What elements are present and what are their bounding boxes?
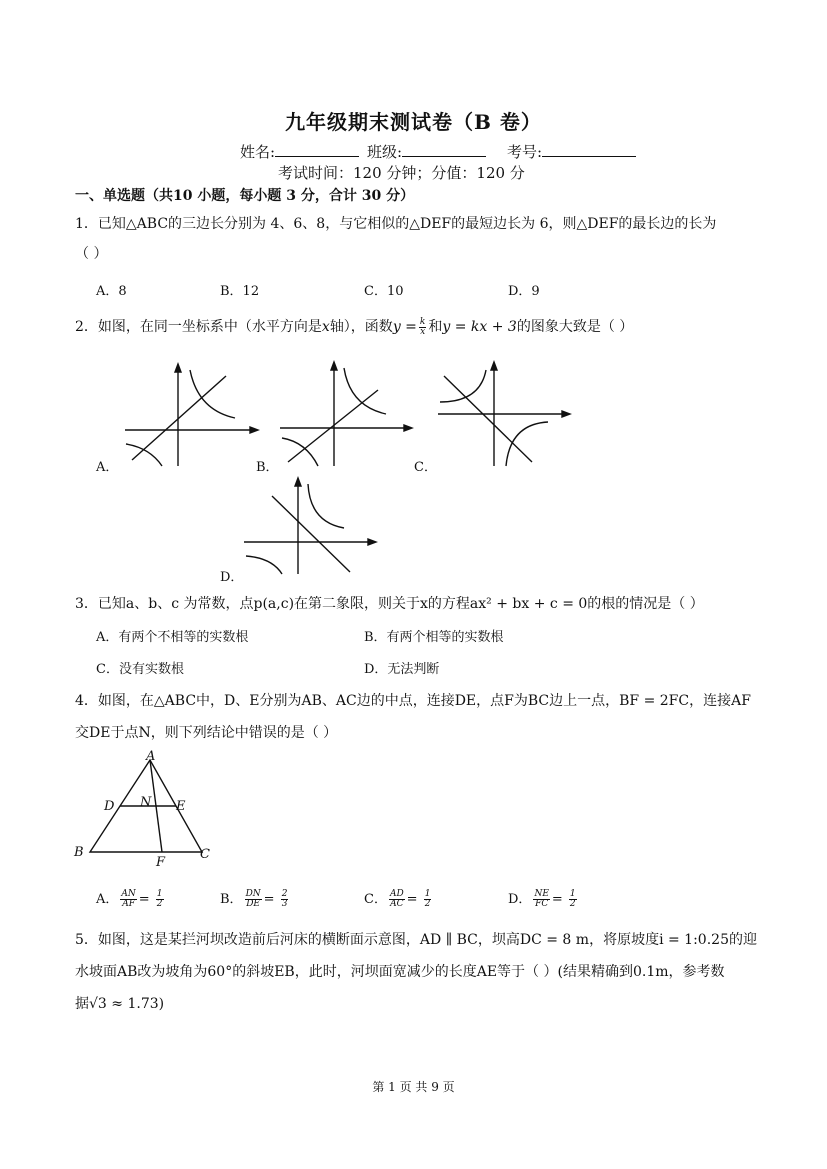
q2-y1: y =: [392, 319, 417, 335]
exam-no-field: [507, 141, 636, 162]
q2-suffix: 的图象大致是（ ）: [516, 319, 634, 335]
page-title: 九年级期末测试卷（B 卷）: [285, 110, 542, 134]
section-heading: 一、单选题（共10 小题，每小题 3 分，合计 30 分）: [75, 188, 415, 204]
q4-c-rnum: 1: [424, 889, 431, 899]
label-e: E: [176, 799, 186, 814]
q5-stem-line2: 水坡面AB改为坡角为60°的斜坡EB，此时，河坝面宽减少的长度AE等于（ ）(结果精确到0.1m，参考数: [75, 964, 725, 980]
q1-stem: 1．已知△ABC的三边长分别为 4、6、8，与它相似的△DEF的最短边长为 6，则△DEF的最长边的长为: [75, 216, 717, 232]
q2-frac-den: x: [420, 326, 426, 337]
q4-stem-line1: 4．如图，在△ABC中，D、E分别为AB、AC边的中点，连接DE，点F为BC边上一点，BF = 2FC，连接AF: [75, 693, 751, 709]
q2-graph-a: [120, 362, 260, 470]
q2-fraction: [419, 318, 426, 337]
q4-option-d[interactable]: [508, 888, 579, 909]
q2-prefix: 2．如图，在同一坐标系中（水平方向是: [75, 319, 322, 335]
label-b: B: [74, 845, 84, 860]
q4-a-num: AN: [121, 889, 136, 899]
q4-a-frac: [120, 890, 136, 909]
q4-b-den: DE: [246, 899, 260, 909]
label-c: C: [200, 847, 210, 862]
q4-d-rfrac: [569, 890, 577, 909]
label-n: N: [140, 795, 152, 810]
q3-stem: 3．已知a、b、c 为常数，点p(a,c)在第二象限，则关于x的方程ax² + bx + c = 0的根的情况是（ ）: [75, 596, 704, 612]
exam-no-blank[interactable]: [542, 142, 636, 157]
q4-c-num: AD: [389, 889, 404, 899]
q2-stem: [75, 316, 633, 337]
q2-graph-b: [278, 362, 418, 470]
q5-stem-line1: 5．如图，这是某拦河坝改造前后河床的横断面示意图，AD ∥ BC，坝高DC = 8 m，将原坡度i = 1:0.25的迎: [75, 932, 757, 948]
q1-option-c[interactable]: C．10: [364, 284, 404, 299]
q1-option-b[interactable]: B．12: [220, 284, 260, 299]
class-label: 班级:: [367, 143, 403, 161]
q4-stem-line2: 交DE于点N，则下列结论中错误的是（ ）: [75, 725, 338, 741]
q1-bracket: （ ）: [75, 246, 108, 262]
q4-a-rnum: 1: [156, 889, 163, 899]
q4-d-rnum: 1: [569, 889, 576, 899]
q4-d-frac: [533, 890, 549, 909]
q4-d-letter: D．: [508, 892, 532, 907]
q4-b-rnum: 2: [281, 889, 288, 899]
q2-option-c[interactable]: C．: [414, 460, 437, 475]
q4-b-letter: B．: [220, 892, 243, 907]
q4-c-rden: 2: [424, 899, 431, 909]
q3-option-d[interactable]: D．无法判断: [364, 662, 440, 677]
exam-no-label: 考号:: [507, 143, 543, 161]
q4-d-rden: 2: [569, 899, 576, 909]
q4-option-a[interactable]: [96, 888, 166, 909]
q4-c-frac: [389, 890, 405, 909]
q2-frac-num: k: [419, 316, 426, 327]
q4-c-eq: =: [406, 892, 422, 907]
q2-and: 和: [428, 319, 443, 335]
name-field: [240, 141, 359, 162]
q4-option-b[interactable]: [220, 888, 290, 909]
q2-y2: y = kx + 3: [442, 319, 517, 335]
q2-option-b[interactable]: B．: [256, 460, 279, 475]
q4-a-den: AF: [122, 899, 135, 909]
page-footer: 第 1 页 共 9 页: [372, 1080, 455, 1094]
q3-option-b[interactable]: B．有两个相等的实数根: [364, 630, 504, 645]
q4-d-den: FC: [535, 899, 549, 909]
q2-graph-c: [436, 362, 576, 470]
q2-option-d[interactable]: D．: [220, 570, 244, 585]
class-field: [367, 141, 486, 162]
class-blank[interactable]: [402, 142, 486, 157]
q4-d-num: NE: [534, 889, 549, 899]
q4-b-num: DN: [245, 889, 261, 899]
q4-triangle-figure: [70, 750, 220, 870]
q4-a-rden: 2: [156, 899, 163, 909]
q4-a-rfrac: [156, 890, 164, 909]
q5-stem-line3: 据√3 ≈ 1.73): [75, 996, 165, 1012]
q4-a-letter: A．: [96, 892, 119, 907]
q1-option-a[interactable]: A．8: [96, 284, 127, 299]
label-d: D: [104, 799, 115, 814]
q4-b-rfrac: [281, 890, 289, 909]
q4-c-letter: C．: [364, 892, 387, 907]
q4-c-rfrac: [424, 890, 432, 909]
label-f: F: [156, 855, 166, 870]
q2-graph-d: [242, 476, 382, 576]
label-a: A: [146, 749, 156, 764]
q3-option-a[interactable]: A．有两个不相等的实数根: [96, 630, 249, 645]
q4-option-c[interactable]: [364, 888, 433, 909]
q4-a-eq: =: [138, 892, 154, 907]
q1-option-d[interactable]: D．9: [508, 284, 540, 299]
q2-option-a[interactable]: A．: [96, 460, 119, 475]
time-score: 考试时间：120 分钟；分值：120 分: [278, 164, 525, 182]
q4-c-den: AC: [390, 899, 404, 909]
q4-b-eq: =: [263, 892, 279, 907]
q3-option-c[interactable]: C．没有实数根: [96, 662, 184, 677]
name-blank[interactable]: [275, 142, 359, 157]
q4-b-rden: 3: [281, 899, 288, 909]
name-label: 姓名:: [240, 143, 276, 161]
q2-x: x: [321, 319, 330, 335]
q4-b-frac: [245, 890, 262, 909]
q4-d-eq: =: [551, 892, 567, 907]
q2-mid: 轴），函数: [329, 319, 393, 335]
